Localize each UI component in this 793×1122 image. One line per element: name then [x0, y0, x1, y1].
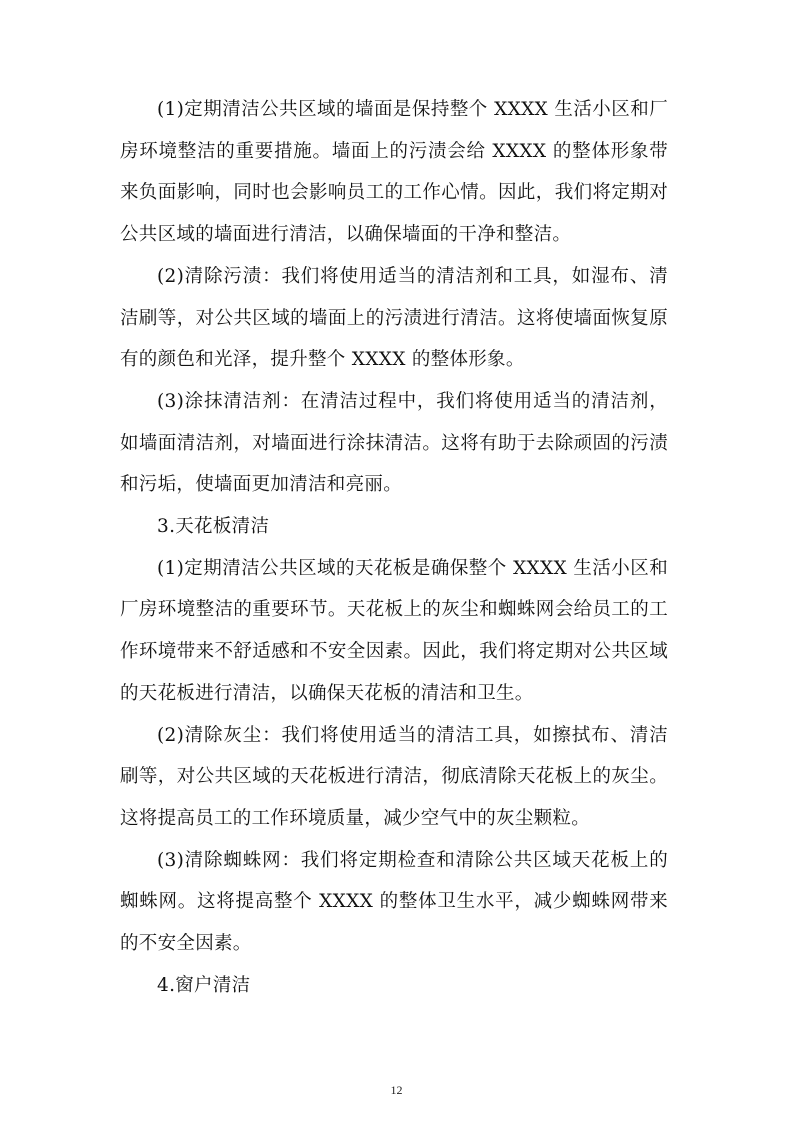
page-number: 12 — [390, 1083, 403, 1097]
paragraph-wall-regular-cleaning: (1)定期清洁公共区域的墙面是保持整个 XXXX 生活小区和厂房环境整洁的重要措施。墙面上的污渍会给 XXXX 的整体形象带来负面影响，同时也会影响员工的工作心情。因此，我们将定期对公共区域的墙面进行清洁，以确保墙面的干净和整洁。 — [120, 99, 668, 246]
paragraph-ceiling-regular-cleaning: (1)定期清洁公共区域的天花板是确保整个 XXXX 生活小区和厂房环境整洁的重要环节。天花板上的灰尘和蜘蛛网会给员工的工作环境带来不舒适感和不安全因素。因此，我们将定期对公共区域的天花板进行清洁，以确保天花板的清洁和卫生。 — [120, 557, 668, 704]
document-body — [120, 89, 668, 1006]
paragraph-wall-stain-removal: (2)清除污渍：我们将使用适当的清洁剂和工具，如湿布、清洁刷等，对公共区域的墙面上的污渍进行清洁。这将使墙面恢复原有的颜色和光泽，提升整个 XXXX 的整体形象。 — [120, 265, 668, 371]
section-heading-ceiling: 3.天花板清洁 — [157, 516, 270, 538]
paragraph-ceiling-dust-removal: (2)清除灰尘：我们将使用适当的清洁工具，如擦拭布、清洁刷等，对公共区域的天花板进行清洁，彻底清除天花板上的灰尘。这将提高员工的工作环境质量，减少空气中的灰尘颗粒。 — [120, 724, 668, 829]
paragraph-wall-detergent: (3)涂抹清洁剂：在清洁过程中，我们将使用适当的清洁剂，如墙面清洁剂，对墙面进行涂抹清洁。这将有助于去除顽固的污渍和污垢，使墙面更加清洁和亮丽。 — [120, 390, 668, 496]
section-heading-window: 4.窗户清洁 — [157, 974, 251, 996]
paragraph-ceiling-cobweb-removal: (3)清除蜘蛛网：我们将定期检查和清除公共区域天花板上的蜘蛛网。这将提高整个 XXXX 的整体卫生水平，减少蜘蛛网带来的不安全因素。 — [120, 849, 668, 955]
